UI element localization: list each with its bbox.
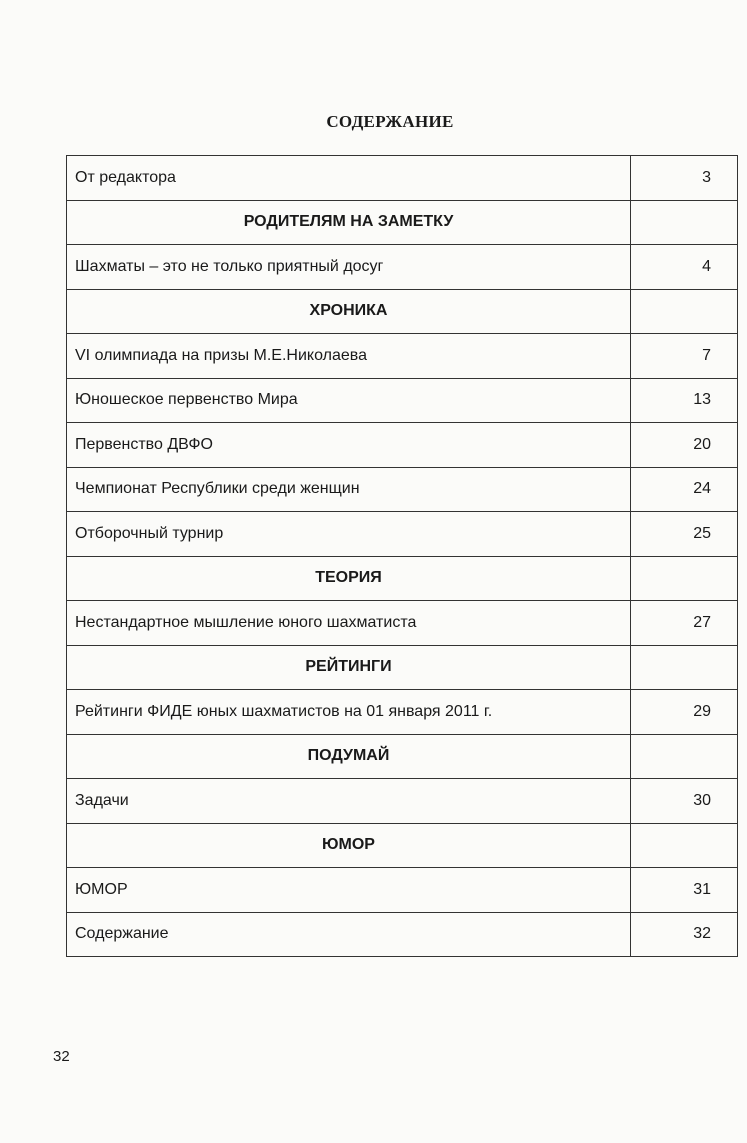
section-title: ЮМОР	[67, 823, 631, 868]
entry-page-number: 25	[631, 512, 738, 557]
toc-entry-row	[67, 378, 738, 423]
toc-entry-row	[67, 245, 738, 290]
section-header-row	[67, 734, 738, 779]
entry-page-number: 20	[631, 423, 738, 468]
entry-page-number: 3	[631, 156, 738, 201]
entry-title: VI олимпиада на призы М.Е.Николаева	[67, 334, 631, 379]
entry-page-number	[631, 645, 738, 690]
section-header-row	[67, 200, 738, 245]
entry-page-number	[631, 200, 738, 245]
toc-entry-row	[67, 601, 738, 646]
entry-page-number: 27	[631, 601, 738, 646]
section-title: РЕЙТИНГИ	[67, 645, 631, 690]
entry-title: Первенство ДВФО	[67, 423, 631, 468]
section-title: РОДИТЕЛЯМ НА ЗАМЕТКУ	[67, 200, 631, 245]
entry-page-number: 4	[631, 245, 738, 290]
toc-entry-row	[67, 912, 738, 957]
entry-page-number	[631, 289, 738, 334]
entry-title: Юношеское первенство Мира	[67, 378, 631, 423]
entry-title: Задачи	[67, 779, 631, 824]
entry-title: От редактора	[67, 156, 631, 201]
toc-entry-row	[67, 868, 738, 913]
entry-page-number: 32	[631, 912, 738, 957]
entry-title: ЮМОР	[67, 868, 631, 913]
toc-entry-row	[67, 779, 738, 824]
section-header-row	[67, 289, 738, 334]
toc-entry-row	[67, 467, 738, 512]
page-number: 32	[53, 1048, 70, 1065]
toc-entry-row	[67, 690, 738, 735]
toc-entry-row	[67, 423, 738, 468]
entry-page-number	[631, 734, 738, 779]
section-header-row	[67, 556, 738, 601]
entry-page-number: 29	[631, 690, 738, 735]
entry-page-number: 7	[631, 334, 738, 379]
entry-page-number	[631, 556, 738, 601]
table-of-contents	[66, 155, 738, 957]
entry-title: Рейтинги ФИДЕ юных шахматистов на 01 января 2011 г.	[67, 690, 631, 735]
entry-title: Содержание	[67, 912, 631, 957]
section-header-row	[67, 823, 738, 868]
section-title: ХРОНИКА	[67, 289, 631, 334]
section-header-row	[67, 645, 738, 690]
entry-page-number: 13	[631, 378, 738, 423]
entry-page-number: 24	[631, 467, 738, 512]
entry-title: Нестандартное мышление юного шахматиста	[67, 601, 631, 646]
toc-entry-row	[67, 512, 738, 557]
entry-page-number: 31	[631, 868, 738, 913]
entry-page-number: 30	[631, 779, 738, 824]
page-title: СОДЕРЖАНИЕ	[326, 112, 454, 131]
entry-title: Чемпионат Республики среди женщин	[67, 467, 631, 512]
section-title: ТЕОРИЯ	[67, 556, 631, 601]
entry-title: Шахматы – это не только приятный досуг	[67, 245, 631, 290]
toc-entry-row	[67, 156, 738, 201]
entry-page-number	[631, 823, 738, 868]
toc-entry-row	[67, 334, 738, 379]
section-title: ПОДУМАЙ	[67, 734, 631, 779]
entry-title: Отборочный турнир	[67, 512, 631, 557]
